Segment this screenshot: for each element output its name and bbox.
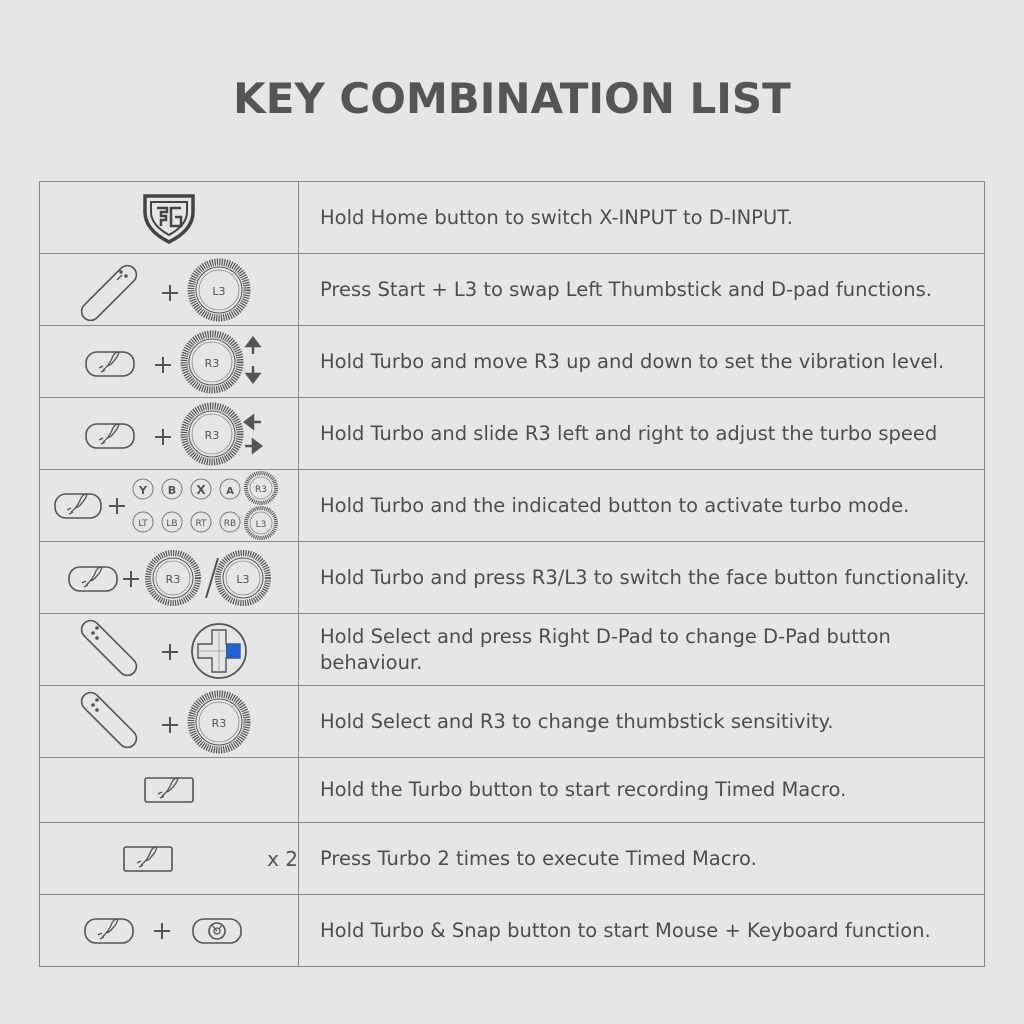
icon-cell <box>40 758 299 823</box>
icon-cell <box>40 895 299 967</box>
table-row <box>40 614 985 686</box>
icon-cell <box>40 686 299 758</box>
table-row <box>40 823 985 895</box>
plus-icon <box>162 717 178 733</box>
svg-text:R3: R3 <box>255 484 267 495</box>
table-row <box>40 182 985 254</box>
start-button-icon <box>79 261 140 321</box>
l3-thumbstick-icon <box>191 262 247 318</box>
svg-text:L3: L3 <box>255 519 267 530</box>
row-description: Hold Turbo and move R3 up and down to set the vibration level. <box>299 326 985 398</box>
arrow-left-right-icon <box>245 416 261 452</box>
table-row <box>40 758 985 823</box>
table-row <box>40 895 985 967</box>
l3-thumbstick-icon <box>218 553 268 603</box>
row-description: Hold Turbo & Snap button to start Mouse + Keyboard function. <box>299 895 985 967</box>
table-row <box>40 398 985 470</box>
svg-text:RB: RB <box>223 518 237 529</box>
icon-cell <box>40 542 299 614</box>
slash-icon <box>206 558 218 598</box>
turbo-button-icon <box>85 919 133 943</box>
r3-thumbstick-icon <box>246 473 276 503</box>
select-button-icon <box>79 618 140 679</box>
svg-text:Y: Y <box>139 483 147 497</box>
key-combination-table <box>39 181 985 967</box>
r3-thumbstick-icon <box>184 334 240 390</box>
icon-cell <box>40 326 299 398</box>
r3-thumbstick-icon <box>184 406 240 462</box>
icon-cell <box>40 823 299 895</box>
table-row <box>40 254 985 326</box>
svg-text:L3: L3 <box>212 284 226 298</box>
svg-text:R3: R3 <box>211 716 227 730</box>
plus-icon <box>162 644 178 660</box>
turbo-button-icon <box>145 778 193 802</box>
svg-text:LT: LT <box>138 518 148 529</box>
svg-text:R3: R3 <box>165 572 181 586</box>
turbo-button-icon <box>86 352 134 376</box>
table-row <box>40 686 985 758</box>
row-description: Hold Turbo and the indicated button to activate turbo mode. <box>299 470 985 542</box>
icon-cell <box>40 398 299 470</box>
turbo-button-icon <box>55 494 101 518</box>
icon-cell <box>40 182 299 254</box>
table-row <box>40 326 985 398</box>
svg-text:X: X <box>196 482 206 497</box>
svg-text:LB: LB <box>166 518 178 529</box>
plus-icon <box>155 357 171 373</box>
row-description: Hold Home button to switch X-INPUT to D-INPUT. <box>299 182 985 254</box>
row-description: Hold Turbo and slide R3 left and right to adjust the turbo speed <box>299 398 985 470</box>
select-button-icon <box>79 690 140 751</box>
table-row <box>40 542 985 614</box>
row-description: Hold Select and R3 to change thumbstick sensitivity. <box>299 686 985 758</box>
r3-thumbstick-icon <box>148 553 198 603</box>
row-description: Hold Turbo and press R3/L3 to switch the face button functionality. <box>299 542 985 614</box>
row-description: Press Start + L3 to swap Left Thumbstick and D-pad functions. <box>299 254 985 326</box>
icon-cell <box>40 254 299 326</box>
icon-cell <box>40 470 299 542</box>
row-description: Hold Select and press Right D-Pad to change D-Pad button behaviour. <box>299 614 985 686</box>
turbo-button-icon <box>69 567 117 591</box>
times-two-label: x 2 <box>267 846 298 871</box>
turbo-button-icon <box>86 424 134 448</box>
plus-icon <box>154 923 170 939</box>
icon-cell <box>40 614 299 686</box>
r3-thumbstick-icon <box>191 694 247 750</box>
plus-icon <box>123 571 139 587</box>
svg-text:R3: R3 <box>204 428 220 442</box>
row-description: Hold the Turbo button to start recording Timed Macro. <box>299 758 985 823</box>
page-title: KEY COMBINATION LIST <box>233 74 791 123</box>
dpad-right-icon <box>192 624 246 678</box>
arrow-up-down-icon <box>247 338 259 382</box>
home-logo-icon <box>139 190 199 246</box>
turbo-button-icon <box>121 839 175 879</box>
snap-button-icon <box>193 919 241 943</box>
plus-icon <box>162 285 178 301</box>
row-description: Press Turbo 2 times to execute Timed Macro. <box>299 823 985 895</box>
plus-icon <box>155 429 171 445</box>
plus-icon <box>109 498 125 514</box>
svg-text:R3: R3 <box>204 356 220 370</box>
l3-thumbstick-icon <box>246 508 276 538</box>
svg-text:RT: RT <box>195 518 207 529</box>
face-buttons-icon <box>133 479 240 532</box>
table-row <box>40 470 985 542</box>
svg-text:L3: L3 <box>236 572 250 586</box>
svg-text:B: B <box>167 483 177 497</box>
svg-text:A: A <box>226 485 234 497</box>
